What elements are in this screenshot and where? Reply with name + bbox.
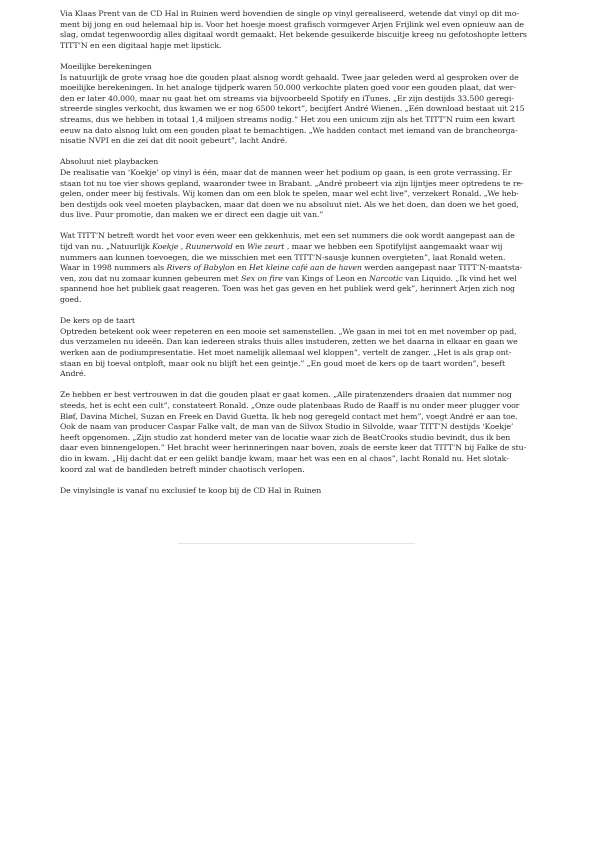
text-line: spannend hoe het publiek gaat reageren. Toen was het gas geven en het publiek werd gek”, herinnert Arjen zich nog <box>60 284 515 294</box>
text-line: heeft opgenomen. „Zijn studio zat honderd meter van de locatie waar zich de BeatCrooks studio bevindt, dus ik ben <box>60 432 511 442</box>
song-title: Wie zeurt <box>247 242 285 252</box>
text-segment: van Kings of Leon en <box>282 273 370 283</box>
text-line: staan en bij toeval ontploft, maar ook nu blijft het een geintje.” „En goud moet de kers op de taart worden”, beseft <box>60 358 505 368</box>
text-line: De vinylsingle is vanaf nu exclusief te koop bij de CD Hal in Ruinen <box>60 485 322 495</box>
text-segment: , <box>178 242 186 252</box>
text-segment: van Liquido. „Ik vind het wel <box>402 273 517 283</box>
closing-paragraph <box>60 390 535 475</box>
text-line: Optreden betekent ook weer repeteren en een mooie set samenstellen. „We gaan in mei tot en met november op pad, <box>60 326 517 336</box>
text-line: streams, dus we hebben in totaal 1,4 miljoen streams nodig.” Het zou een unicum zijn als het TITT’N ruim een kwart <box>60 114 515 124</box>
section-moeilijke-berekeningen <box>60 62 535 147</box>
text-line <box>60 242 535 253</box>
text-line: slag, omdat tegenwoordig alles digitaal wordt gemaakt. Het bekende gesuikerde biscuitje kreeg nu gefotoshopte letters <box>60 30 527 40</box>
text-line: staan tot nu toe vier shows gepland, waaronder twee in Brabant. „André probeert via zijn lijntjes meer optredens te re- <box>60 178 524 188</box>
text-line: ment bij jong en oud helemaal hip is. Voor het hoesje moest grafisch vormgever Arjen Frijlink wel even opnieuw aan de <box>60 19 524 29</box>
titt-paragraph <box>60 231 535 305</box>
text-line <box>60 263 535 274</box>
article-body <box>60 9 535 507</box>
text-segment: , maar we hebben een Spotifylijst aangemaakt waar wij <box>284 242 503 252</box>
text-segment: werden aangepast naar TITT’N-maatsta- <box>361 263 523 273</box>
section-heading: Moeilijke berekeningen <box>60 61 152 71</box>
text-line: werken aan de podiumpresentatie. Het moet namelijk allemaal wel kloppen”, vertelt de zanger. „Het is als grap ont- <box>60 348 512 357</box>
text-line: ben destijds ook veel moeten playbacken, maar dat doen we nu absoluut niet. Als we het doen, dan doen we het goed, <box>60 199 519 209</box>
text-line: streerde singles verkocht, dus kwamen we er nog 6500 tekort”, becijfert André Wienen. „Eén download bestaat uit 215 <box>60 104 525 114</box>
text-line: nisatie NVPI en die zei dat dit nooit gebeurt”, lacht André. <box>60 136 288 146</box>
text-line: Ook de naam van producer Caspar Falke valt, de man van de Silvox Studio in Silvolde, waar TITT’N destijds ‘Koekje’ <box>60 422 514 432</box>
text-line: moeilijke berekeningen. In het analoge tijdperk waren 50.000 verkochte platen goed voor een gouden plaat, dat wer- <box>60 83 516 93</box>
section-absoluut-niet-playbacken <box>60 157 535 221</box>
section-de-kers-op-de-taart <box>60 316 535 380</box>
song-title: Narcotic <box>369 273 403 283</box>
text-segment: en <box>234 263 249 273</box>
text-line: steeds, het is echt een cult”, constateert Ronald. „Onze oude platenbaas Rudo de Raaff is nu onder meer plugger voor <box>60 400 520 410</box>
song-title: Sex on fire <box>240 273 283 283</box>
text-line <box>60 274 535 285</box>
final-paragraph <box>60 486 535 497</box>
text-segment: ven, zou dat nu zomaar kunnen gebeuren met <box>60 273 241 283</box>
text-line: dio in kwam. „Hij dacht dat er een gelikt bandje kwam, maar het was een en al chaos”, lacht Ronald nu. Het slotak- <box>60 453 509 463</box>
section-heading: Absoluut niet playbacken <box>60 157 159 167</box>
text-line: Ze hebben er best vertrouwen in dat die gouden plaat er gaat komen. „Alle piratenzenders draaien dat nummer nog <box>60 390 512 400</box>
text-line: Is natuurlijk de grote vraag hoe die gouden plaat alsnog wordt gehaald. Twee jaar geleden werd al gesproken over de <box>60 72 519 82</box>
text-line: dus verzamelen nu ideeën. Dan kan iedereen straks thuis alles instuderen, zetten we het daarna in elkaar en gaan we <box>60 337 518 347</box>
text-line: TITT’N en een digitaal hapje met lipstick. <box>60 40 222 50</box>
song-title: Ruunerwold <box>185 242 233 252</box>
text-line: nummers aan kunnen toevoegen, die we misschien met een TITT’N-sausje kunnen overgieten”, laat Ronald weten. <box>60 252 506 262</box>
text-line: André. <box>60 369 86 379</box>
text-line: den er later 40.000, maar nu gaat het om streams via bijvoorbeeld Spotify en iTunes. „Er zijn destijds 33.500 geregi- <box>60 93 514 103</box>
text-line: Bløf, Davina Michel, Suzan en Freek en David Guetta. Ik heb nog geregeld contact met hem”, voegt André er aan toe. <box>60 411 518 421</box>
text-segment: en <box>232 242 248 252</box>
text-line: Via Klaas Prent van de CD Hal in Ruinen werd bovendien de single op vinyl gerealiseerd, wetende dat vinyl op dit mo- <box>60 9 520 18</box>
text-line: goed. <box>60 295 82 305</box>
song-title: Het kleine café aan de haven <box>249 263 362 273</box>
text-line: dus live. Puur promotie, dan maken we er direct een dagje uit van.” <box>60 210 324 220</box>
text-line: koord zal wat de bandleden betreft minder chaotisch verlopen. <box>60 464 305 474</box>
divider <box>178 543 415 544</box>
section-heading: De kers op de taart <box>60 316 135 326</box>
text-segment: tijd van nu. „Natuurlijk <box>60 242 153 252</box>
song-title: Rivers of Babylon <box>166 263 235 273</box>
text-line: gelen, onder meer bij festivals. Wij komen dan om een blok te spelen, maar wel echt live”, verzekert Ronald. „We heb- <box>60 189 519 199</box>
text-line: De realisatie van ‘Koekje’ op vinyl is één, maar dat de mannen weer het podium op gaan, is een grote verrassing. Er <box>60 167 512 177</box>
intro-paragraph <box>60 9 535 51</box>
text-line: eeuw na dato alsnog lukt om een gouden plaat te bemachtigen. „We hadden contact met iemand van de brancheorga- <box>60 125 518 135</box>
song-title: Koekje <box>152 242 179 252</box>
text-line: Wat TITT’N betreft wordt het voor even weer een gekkenhuis, met een set nummers die ook wordt aangepast aan de <box>60 231 515 241</box>
text-line: daar even binnengelopen.” Het bracht weer herinneringen naar boven, zoals de eerste keer dat TITT’N bij Falke de stu- <box>60 443 527 453</box>
text-segment: Waar in 1998 nummers als <box>60 263 167 273</box>
